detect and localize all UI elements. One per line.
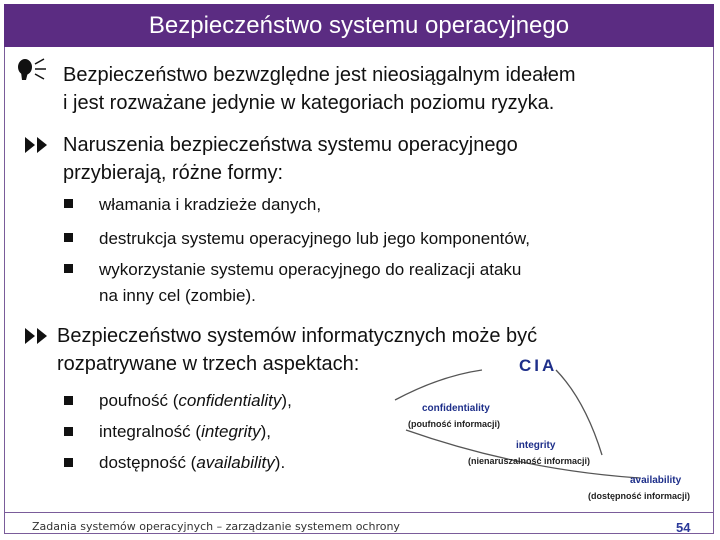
bullet2-item-continued: na inny cel (zombie). (99, 286, 256, 305)
footer-text: Zadania systemów operacyjnych – zarządzanie systemem ochrony (32, 520, 400, 533)
bullet3-line1: Bezpieczeństwo systemów informatycznych może być (57, 325, 538, 347)
bullet1-lead: Bezpieczeństwo (63, 64, 208, 86)
bullet2-item: destrukcja systemu operacyjnego lub jego komponentów, (99, 229, 530, 248)
bullet3-item-term: confidentiality (178, 391, 282, 410)
bullet3-item-term: availability (196, 453, 275, 472)
bullet2-item: wykorzystanie systemu operacyjnego do realizacji ataku (99, 260, 522, 279)
cia-confidentiality-label: confidentiality (422, 403, 490, 414)
bullet3-item-text: integralność ( (99, 422, 202, 441)
bullet3-item-text: dostępność ( (99, 453, 197, 472)
cia-availability-sublabel: (dostępność informacji) (588, 491, 691, 501)
bullet2-item: włamania i kradzieże danych, (99, 195, 322, 214)
cia-integrity-label: integrity (516, 440, 556, 451)
bullet2-line1: Naruszenia bezpieczeństwa systemu operacyjnego (63, 134, 518, 156)
cia-title: CIA (519, 356, 558, 375)
bullet1-line2: i jest rozważane jedynie w kategoriach poziomu ryzyka. (63, 92, 555, 114)
bullet2-line2: przybierają, różne formy: (63, 162, 284, 184)
slide-title: Bezpieczeństwo systemu operacyjnego (4, 4, 714, 47)
cia-confidentiality-sublabel: (poufność informacji) (408, 419, 500, 429)
bullet1-text1: bezwzględne jest nieosiągalnym ideałem (207, 64, 576, 86)
bullet3-item-term: integrity (201, 422, 261, 441)
cia-availability-label: availability (630, 475, 682, 486)
footer-divider (4, 512, 714, 513)
cia-integrity-sublabel: (nienaruszalność informacji) (468, 456, 591, 466)
bullet3-item-text: ), (260, 422, 271, 441)
bullet3-item-text: poufność ( (99, 391, 179, 410)
bullet3-item-text: ). (274, 453, 286, 472)
bullet3-line2: rozpatrywane w trzech aspektach: (57, 353, 360, 375)
page-number: 54 (676, 520, 691, 535)
bullet3-item-text: ), (281, 391, 292, 410)
